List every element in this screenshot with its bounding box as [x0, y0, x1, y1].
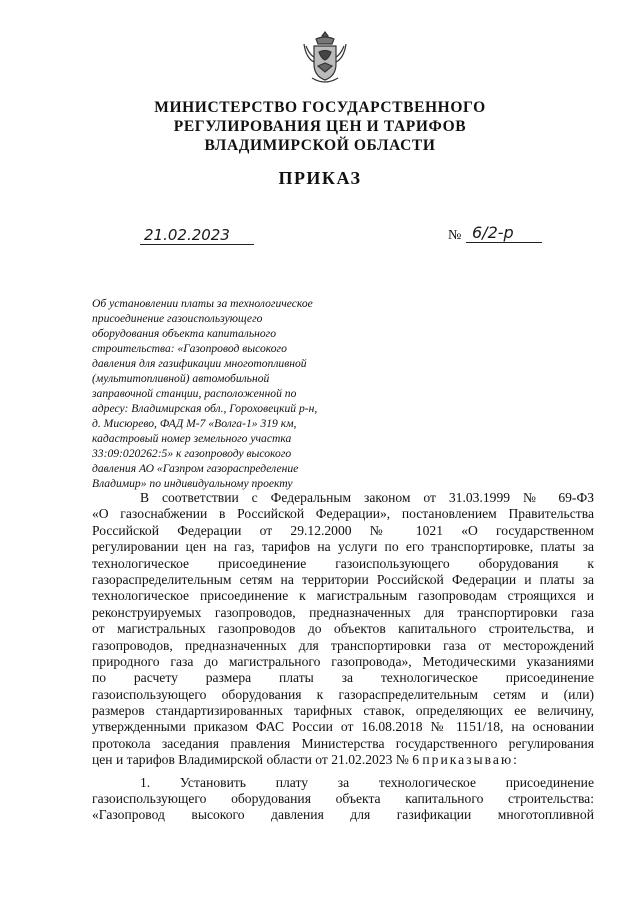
body-line-last-text: цен и тарифов Владимирской области от 21.02.2023 № 6 [92, 752, 423, 768]
subject-line: оборудования объекта капитального [92, 327, 276, 340]
document-body [92, 490, 594, 824]
body-line: технологическое присоединение к магистральным газопроводам строящихся и [92, 588, 594, 604]
body-line: технологическое присоединение газоиспользующего оборудования к [92, 555, 594, 571]
body-line: по расчету размера платы за технологическое присоединение [92, 670, 594, 686]
body-line: В соответствии с Федеральным законом от 31.03.1999 № 69-ФЗ [140, 490, 594, 505]
number-label: № [448, 228, 462, 243]
subject-line: адресу: Владимирская обл., Гороховецкий р-н, [92, 402, 318, 415]
body-line: газораспределительным сетям на территории Российской Федерации и платы за [92, 571, 594, 587]
document-title: ПРИКАЗ [278, 168, 362, 188]
body-line: регулировании цен на газ, тарифов на услуги по его транспортировке, платы за [92, 539, 594, 555]
body-line-last [92, 752, 594, 768]
body-line: протокола заседания правления Министерства государственного регулирования [92, 735, 594, 751]
subject-line: присоединение газоиспользующего [92, 312, 263, 325]
body-line: газоиспользующего оборудования объекта капитального строительства: [92, 791, 594, 807]
body-line: утвержденными приказом ФАС России от 16.08.2018 № 1151/18, на основании [92, 719, 594, 735]
body-line: «О газоснабжении в Российской Федерации», постановлением Правительства [92, 506, 594, 522]
subject-line: давления для газификации многотопливной [92, 357, 307, 370]
document-number: 6/2-р [466, 224, 542, 243]
body-line: размеров стандартизированных тарифных ставок, определяющих ее величину, [92, 703, 594, 719]
organization-name [0, 98, 640, 155]
subject-line: Об установлении платы за технологическое [92, 297, 313, 310]
subject-line: д. Мисюрево, ФАД М-7 «Волга-1» 319 км, [92, 417, 297, 430]
org-line-2: РЕГУЛИРОВАНИЯ ЦЕН И ТАРИФОВ [173, 118, 467, 135]
subject-line: Владимир» по индивидуальному проекту [92, 477, 293, 490]
coat-of-arms-icon [302, 30, 348, 86]
subject-line: давления АО «Газпром газораспределение [92, 462, 299, 475]
subject-line: заправочной станции, расположенной по [92, 387, 297, 400]
subject-line: (мультитопливной) автомобильной [92, 372, 270, 385]
body-line: природного газа до магистрального газопровода», Методическими указаниями [92, 653, 594, 669]
org-line-1: МИНИСТЕРСТВО ГОСУДАРСТВЕННОГО [154, 99, 486, 116]
body-line: «Газопровод высокого давления для газификации многотопливной [92, 807, 594, 823]
body-line: реконструируемых газопроводов, предназначенных для транспортировки газа [92, 604, 594, 620]
subject-block [92, 296, 362, 491]
body-line: от магистральных газопроводов до объектов капитального строительства, и [92, 621, 594, 637]
body-line: Российской Федерации от 29.12.2000 № 1021 «О государственном [92, 522, 594, 538]
order-word: приказываю: [422, 752, 519, 768]
org-line-3: ВЛАДИМИРСКОЙ ОБЛАСТИ [204, 137, 436, 154]
document-date: 21.02.2023 [140, 226, 254, 245]
body-line: 1. Установить плату за технологическое присоединение [140, 774, 594, 790]
subject-line: 33:09:020262:5» к газопроводу высокого [92, 447, 292, 460]
subject-line: строительства: «Газопровод высокого [92, 342, 287, 355]
subject-line: кадастровый номер земельного участка [92, 432, 292, 445]
body-line: газопроводов, предназначенных для транспортировки газа от месторождений [92, 637, 594, 653]
body-line: газоиспользующего оборудования к газораспределительным сетям и (или) [92, 686, 594, 702]
